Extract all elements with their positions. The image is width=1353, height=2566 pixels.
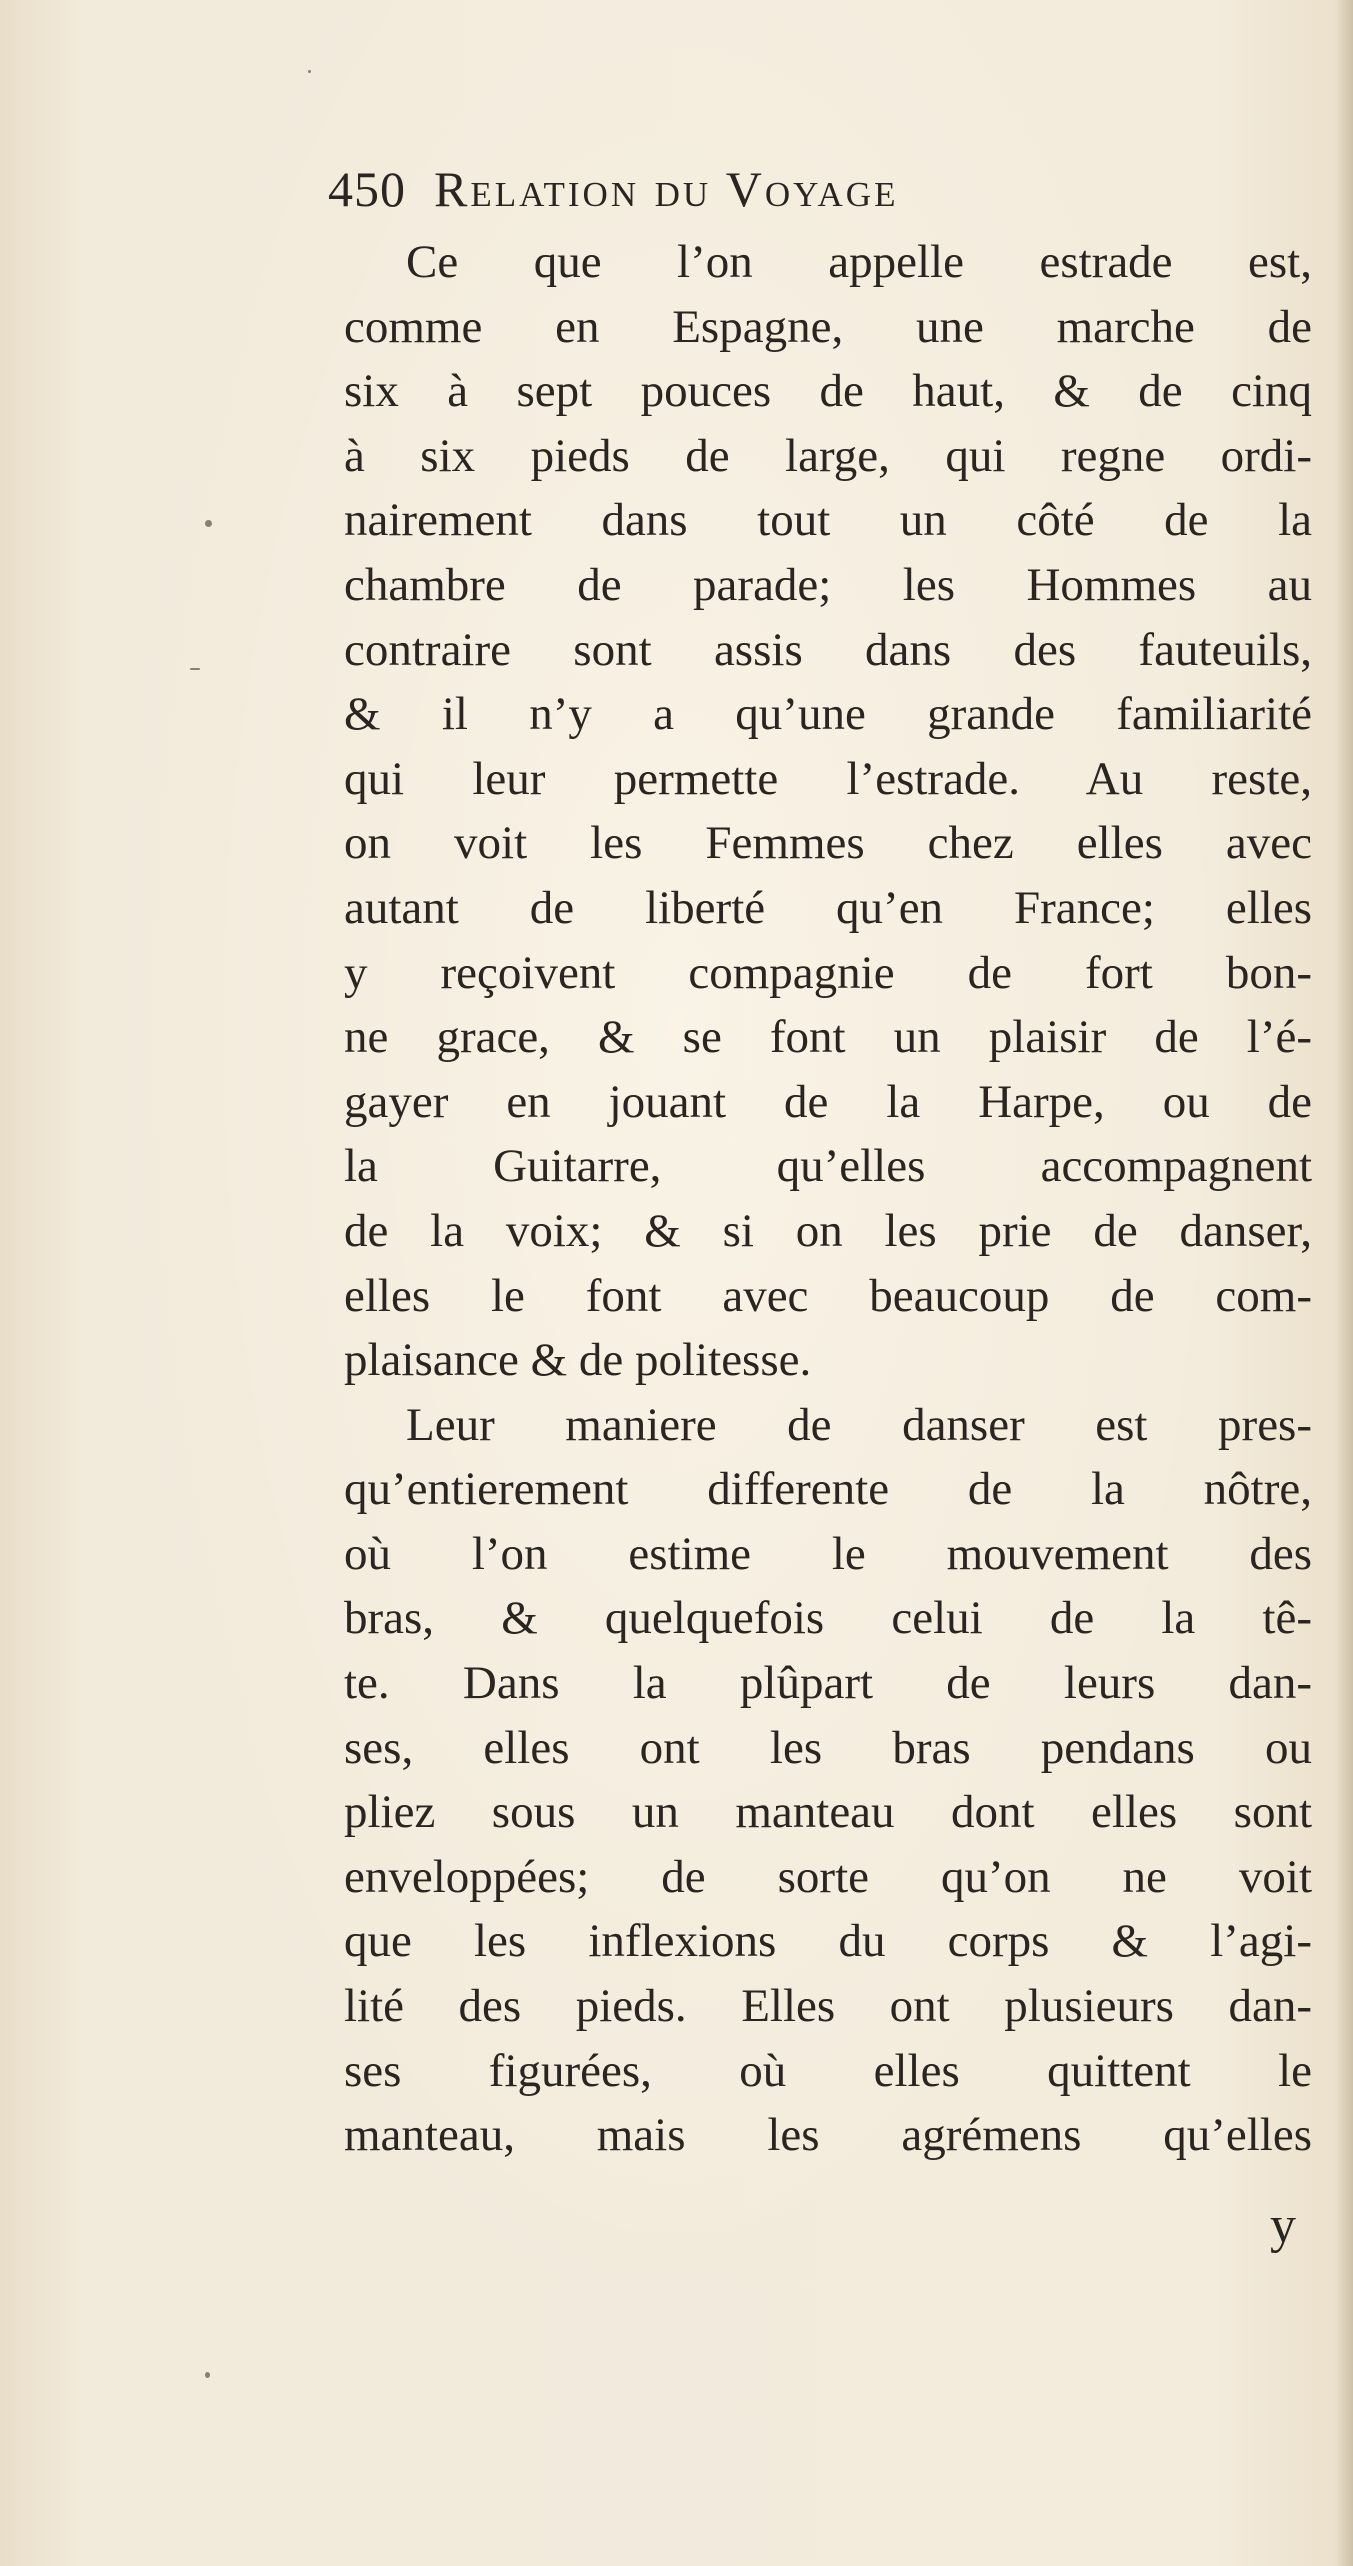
paper-speck <box>308 70 311 73</box>
text-line: enveloppées; de sorte qu’on ne voit <box>344 1850 1312 1903</box>
text-line: plaisance & de politesse. <box>344 1334 812 1387</box>
text-line: te. Dans la plûpart de leurs dan- <box>344 1657 1312 1710</box>
text-line: bras, & quelquefois celui de la tê- <box>344 1592 1312 1645</box>
running-header <box>328 160 1308 230</box>
text-line: qu’entierement differente de la nôtre, <box>344 1463 1312 1516</box>
text-line: de la voix; & si on les prie de danser, <box>344 1204 1312 1257</box>
text-line: Leur maniere de danser est pres- <box>406 1398 1312 1451</box>
text-line: ses, elles ont les bras pendans ou <box>344 1721 1312 1774</box>
text-line: à six pieds de large, qui regne ordi- <box>344 429 1312 482</box>
text-line: que les inflexions du corps & l’agi- <box>344 1915 1312 1968</box>
text-line: chambre de parade; les Hommes au <box>344 558 1312 611</box>
text-line: gayer en jouant de la Harpe, ou de <box>344 1075 1312 1128</box>
text-line: Ce que l’on appelle estrade est, <box>406 236 1312 288</box>
running-title: Relation du Voyage <box>434 161 899 217</box>
body-text <box>344 230 1312 2168</box>
text-line: la Guitarre, qu’elles accompagnent <box>344 1140 1312 1193</box>
text-line: ses figurées, où elles quittent le <box>344 2044 1312 2097</box>
text-line: contraire sont assis dans des fauteuils, <box>344 623 1312 676</box>
text-line: manteau, mais les agrémens qu’elles <box>344 2109 1312 2162</box>
text-line: nairement dans tout un côté de la <box>344 494 1312 547</box>
paper-speck <box>205 2372 210 2378</box>
text-line: lité des pieds. Elles ont plusieurs dan- <box>344 1980 1312 2033</box>
page-number: 450 <box>328 161 406 217</box>
page-edge-shadow <box>1335 0 1353 2566</box>
text-line: où l’on estime le mouvement des <box>344 1527 1312 1580</box>
text-line: y reçoivent compagnie de fort bon- <box>344 946 1312 999</box>
text-line: autant de liberté qu’en France; elles <box>344 881 1312 934</box>
text-line: six à sept pouces de haut, & de cinq <box>344 365 1312 418</box>
paper-speck <box>205 520 212 527</box>
text-line: ne grace, & se font un plaisir de l’é- <box>344 1011 1312 1064</box>
paper-speck <box>190 668 200 670</box>
text-line: on voit les Femmes chez elles avec <box>344 817 1312 870</box>
catchword: y <box>1270 2197 1296 2254</box>
text-line: qui leur permette l’estrade. Au reste, <box>344 752 1312 805</box>
text-line: elles le font avec beaucoup de com- <box>344 1269 1312 1322</box>
text-line: pliez sous un manteau dont elles sont <box>344 1786 1312 1839</box>
text-line: comme en Espagne, une marche de <box>344 300 1312 353</box>
text-line: & il n’y a qu’une grande familiarité <box>344 688 1312 741</box>
